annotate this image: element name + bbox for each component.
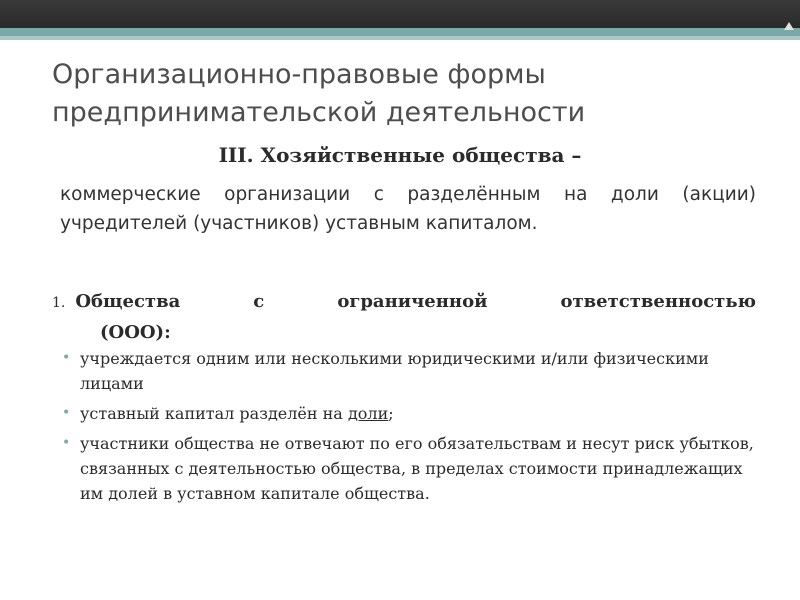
top-accent-bar-light bbox=[0, 36, 800, 40]
slide-title bbox=[52, 56, 752, 132]
definition-text: коммерческие организации с разделённым на доли (акции) учредителей (участников) уставным капиталом. bbox=[60, 184, 756, 234]
top-dark-bar bbox=[0, 0, 800, 28]
list-item bbox=[60, 401, 760, 426]
bullet-text-before: уставный капитал разделён на bbox=[80, 404, 348, 423]
item-heading-line-1: Общества с ограниченной ответственностью bbox=[75, 291, 756, 312]
list-item bbox=[60, 431, 760, 506]
numbered-item-heading bbox=[52, 287, 756, 347]
list-item bbox=[60, 346, 760, 396]
title-line-2: предпринимательской деятельности bbox=[52, 97, 586, 128]
bullet-dot-icon: • bbox=[62, 405, 71, 421]
shares-link[interactable]: доли bbox=[347, 404, 389, 423]
title-line-1: Организационно-правовые формы bbox=[52, 59, 546, 90]
top-accent-bar bbox=[0, 28, 800, 36]
bullet-dot-icon: • bbox=[62, 435, 71, 451]
bullet-dot-icon: • bbox=[62, 350, 71, 366]
bullet-list bbox=[60, 346, 760, 511]
item-number: 1. bbox=[52, 295, 66, 311]
bullet-text-after: ; bbox=[388, 404, 394, 423]
bullet-text: учреждается одним или несколькими юридическими и/или физическими лицами bbox=[80, 349, 709, 393]
bullet-text: участники общества не отвечают по его обязательствам и несут риск убытков, связанных с деятельностью общества, в пределах стоимости принадлежащих им долей в уставном капитале общества. bbox=[80, 434, 754, 503]
item-heading-line-2: (ООО): bbox=[100, 322, 171, 343]
corner-triangle-icon bbox=[784, 22, 794, 30]
section-subtitle: III. Хозяйственные общества – bbox=[218, 143, 582, 167]
